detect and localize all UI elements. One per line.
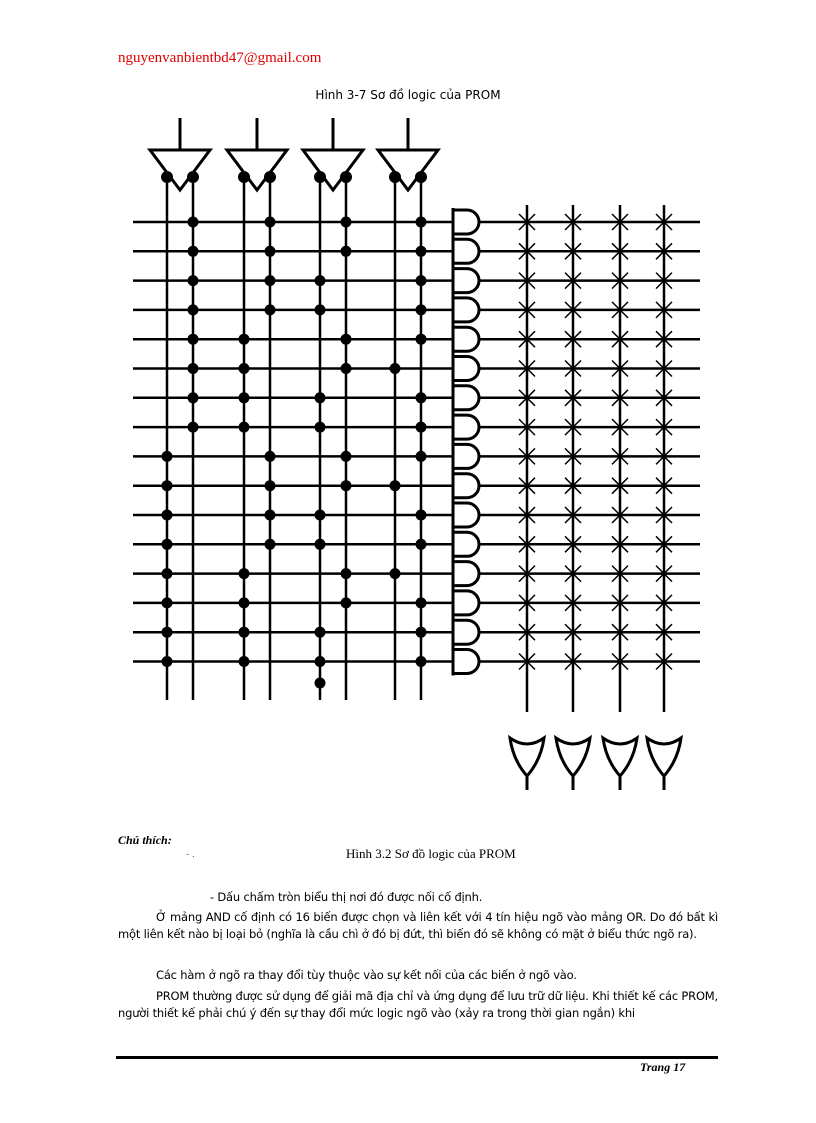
connection-dot-0-B1 (265, 217, 276, 228)
connection-dot-0-D1 (416, 217, 427, 228)
buffer-triangle-B (227, 150, 287, 190)
connection-dot-0-C1 (341, 217, 352, 228)
connection-dot-15-A0 (162, 656, 173, 667)
connection-dot-7-D1 (416, 422, 427, 433)
and-gate-6 (453, 386, 479, 410)
or-gate-3 (647, 738, 681, 776)
connection-dot-11-A0 (162, 539, 173, 550)
connection-dot-3-A1 (188, 304, 199, 315)
and-gate-3 (453, 298, 479, 322)
buffer-triangle-A (150, 150, 210, 190)
buffer-triangle-D (378, 150, 438, 190)
figure-caption: Hình 3.2 Sơ đồ logic của PROM (346, 846, 516, 861)
connection-dot-10-B1 (265, 510, 276, 521)
connection-dot-0-A1 (188, 217, 199, 228)
connection-dot-1-A1 (188, 246, 199, 257)
connection-dot-9-A0 (162, 480, 173, 491)
or-gate-0 (510, 738, 544, 776)
connection-dot-11-D1 (416, 539, 427, 550)
and-gate-11 (453, 532, 479, 556)
connection-dot-6-C0 (315, 392, 326, 403)
connection-dot-2-C0 (315, 275, 326, 286)
connection-dot-14-D1 (416, 627, 427, 638)
connection-dot-7-A1 (188, 422, 199, 433)
product-lines (133, 222, 700, 662)
connection-dot-10-A0 (162, 510, 173, 521)
connection-dot-12-C1 (341, 568, 352, 579)
connection-dot-4-D1 (416, 334, 427, 345)
and-gate-7 (453, 415, 479, 439)
connection-dot-15-B0 (239, 656, 250, 667)
connection-dot-12-A0 (162, 568, 173, 579)
connection-dots (162, 217, 427, 689)
connection-dot-6-A1 (188, 392, 199, 403)
connection-dot-15-D1 (416, 656, 427, 667)
connection-dot-1-B1 (265, 246, 276, 257)
paragraph-and-array: Ở mảng AND cố định có 16 biến được chọn và liên kết với 4 tín hiệu ngõ vào mảng OR. Do đó bất kì một liên kết nào bị loại bỏ (nghĩa là cầu chì ở đó bị đứt, thì biến đó sẽ không có mặt ở biểu thức ngõ ra). (118, 910, 718, 941)
connection-dot-6-B0 (239, 392, 250, 403)
figure-top-caption: Hình 3-7 Sơ đồ logic của PROM (315, 88, 501, 102)
connection-dot-8-C1 (341, 451, 352, 462)
fuse-crosses (519, 214, 672, 670)
connection-dot-8-B1 (265, 451, 276, 462)
and-gate-1 (453, 239, 479, 263)
header-email: nguyenvanbientbd47@gmail.com (118, 50, 322, 66)
connection-dot-5-D0 (390, 363, 401, 374)
connection-dot-4-A1 (188, 334, 199, 345)
connection-dot-13-A0 (162, 597, 173, 608)
connection-dot-13-B0 (239, 597, 250, 608)
connection-dot-9-D0 (390, 480, 401, 491)
and-gates (453, 208, 479, 676)
connection-dot-9-B1 (265, 480, 276, 491)
connection-dot-10-C0 (315, 510, 326, 521)
connection-dot-7-C0 (315, 422, 326, 433)
connection-dot-5-B0 (239, 363, 250, 374)
connection-dot-14-A0 (162, 627, 173, 638)
connection-dot-11-C0 (315, 539, 326, 550)
connection-dot-13-C1 (341, 597, 352, 608)
connection-dot-11-B1 (265, 539, 276, 550)
connection-dot-4-C1 (341, 334, 352, 345)
and-gate-8 (453, 444, 479, 468)
connection-dot-8-D1 (416, 451, 427, 462)
and-gate-13 (453, 591, 479, 615)
or-gates (510, 738, 681, 790)
connection-dot-6-D1 (416, 392, 427, 403)
connection-dot-3-B1 (265, 304, 276, 315)
connection-dot-3-D1 (416, 304, 427, 315)
and-gate-15 (453, 650, 479, 674)
connection-dot-2-D1 (416, 275, 427, 286)
connection-dot-1-D1 (416, 246, 427, 257)
connection-dot-14-C0 (315, 627, 326, 638)
and-gate-4 (453, 327, 479, 351)
paragraph-prom-usage: PROM thường được sử dụng để giải mã địa chỉ và ứng dụng để lưu trữ dữ liệu. Khi thiết kế các PROM, người thiết kế phải chú ý đến sự thay đổi mức logic ngõ vào (xảy ra trong thời gian ngắn) khi (118, 989, 718, 1020)
connection-dot-2-B1 (265, 275, 276, 286)
connection-dot-3-C0 (315, 304, 326, 315)
buffer-triangle-C (303, 150, 363, 190)
connection-dot-5-C1 (341, 363, 352, 374)
connection-dot-8-A0 (162, 451, 173, 462)
and-gate-5 (453, 357, 479, 381)
paragraph-output-functions: Các hàm ở ngõ ra thay đổi tùy thuộc vào sự kết nối của các biến ở ngõ vào. (156, 968, 577, 982)
or-gate-2 (603, 738, 637, 776)
and-gate-0 (453, 210, 479, 234)
note-marker: - . (186, 850, 195, 860)
connection-dot-13-D1 (416, 597, 427, 608)
and-gate-2 (453, 269, 479, 293)
note-label: Chú thích: (118, 833, 172, 847)
connection-dot-extra (315, 678, 326, 689)
connection-dot-12-B0 (239, 568, 250, 579)
input-lines (167, 175, 421, 700)
and-gate-9 (453, 474, 479, 498)
connection-dot-10-D1 (416, 510, 427, 521)
connection-dot-12-D0 (390, 568, 401, 579)
connection-dot-9-C1 (341, 480, 352, 491)
connection-dot-5-A1 (188, 363, 199, 374)
connection-dot-2-A1 (188, 275, 199, 286)
connection-dot-15-C0 (315, 656, 326, 667)
and-gate-14 (453, 620, 479, 644)
page-number: Trang 17 (640, 1060, 686, 1074)
or-gate-1 (556, 738, 590, 776)
and-gate-10 (453, 503, 479, 527)
and-gate-12 (453, 562, 479, 586)
connection-dot-7-B0 (239, 422, 250, 433)
connection-dot-14-B0 (239, 627, 250, 638)
connection-dot-1-C1 (341, 246, 352, 257)
bullet-dot-meaning: - Dấu chấm tròn biểu thị nơi đó được nối cố định. (210, 890, 483, 904)
footer-rule (116, 1056, 718, 1059)
connection-dot-4-B0 (239, 334, 250, 345)
